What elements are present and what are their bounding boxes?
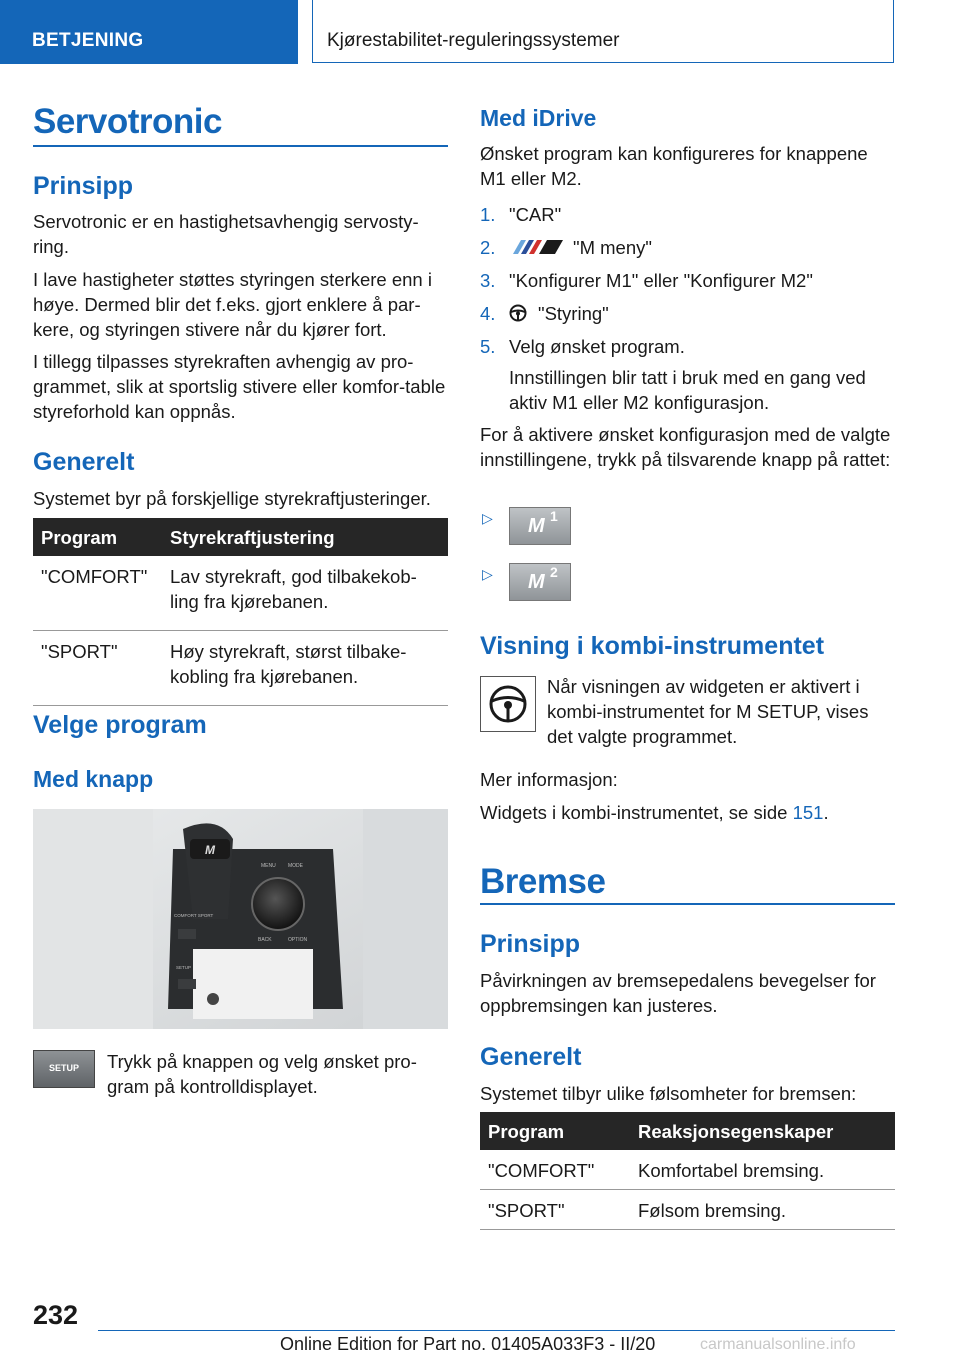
list-item — [480, 202, 562, 227]
page-title: Servotronic — [33, 102, 222, 141]
m1-sup: 1 — [550, 508, 558, 524]
bullet-icon: ▷ — [482, 566, 493, 582]
setup-button-label: SETUP — [48, 1063, 79, 1073]
widgets-text: Widgets i kombi-instrumentet, se side — [480, 802, 788, 823]
console-menu-label: MENU — [261, 863, 276, 869]
kombi-text: Når visningen av widgeten er aktivert i kombi-instrumentet for M SETUP, vises det valgte programmet. — [547, 676, 869, 747]
section-label: BETJENING — [32, 30, 144, 51]
console-mode-label: MODE — [288, 863, 303, 869]
setup-button-image — [33, 1050, 95, 1088]
footer-rule — [98, 1330, 895, 1331]
principle-heading: Prinsipp — [33, 172, 134, 200]
table-cell: Komfortabel bremsing. — [630, 1150, 895, 1190]
table-cell: "SPORT" — [480, 1190, 630, 1230]
title-rule — [33, 145, 448, 147]
brake-table — [480, 1112, 895, 1230]
m1-label: M — [528, 515, 545, 537]
bullet-icon: ▷ — [482, 510, 493, 526]
m1-button-image — [509, 507, 571, 545]
list-item — [480, 268, 813, 293]
m2-sup: 2 — [550, 564, 558, 580]
table-header-cell: Styrekraftjustering — [162, 518, 448, 556]
table-header-cell: Program — [33, 518, 162, 556]
select-program-heading: Velge program — [33, 711, 207, 739]
table-header-row — [33, 518, 448, 556]
kombi-heading: Visning i kombi-instrumentet — [480, 632, 825, 660]
page-number: 232 — [33, 1300, 79, 1330]
list-item — [480, 334, 685, 359]
step-number: 4. — [480, 303, 496, 324]
console-logo: M — [205, 843, 215, 857]
steering-table — [33, 518, 448, 706]
step-text: "CAR" — [509, 204, 562, 225]
step5-note: Innstillingen blir tatt i bruk med en gang ved aktiv M1 eller M2 konfigurasjon. — [509, 367, 866, 413]
brake-title: Bremse — [480, 862, 606, 901]
general-text: Systemet byr på forskjellige styrekraftjusteringer. — [33, 488, 431, 509]
step-number: 2. — [480, 237, 496, 258]
console-option-label: OPTION — [288, 937, 308, 943]
brake-principle-heading: Prinsipp — [480, 930, 581, 958]
table-cell: "COMFORT" — [33, 556, 162, 631]
idrive-intro: Ønsket program kan konfigureres for knappene M1 eller M2. — [480, 143, 868, 189]
brake-principle-text: Påvirkningen av bremsepedalens bevegelser for oppbremsingen kan justeres. — [480, 970, 876, 1016]
table-cell: Lav styrekraft, god tilbakekob-ling fra kjørebanen. — [162, 556, 448, 631]
edition-text: Online Edition for Part no. 01405A033F3 - II/20 — [280, 1334, 656, 1354]
widgets-line — [480, 800, 895, 825]
principle-p2: I lave hastigheter støttes styringen sterkere enn i høye. Dermed blir det f.eks. gjort enklere å par-kere, og styringen stivere når du kjører fort. — [33, 269, 432, 340]
brake-general-text: Systemet tilbyr ulike følsomheter for bremsen: — [480, 1083, 857, 1104]
idrive-heading: Med iDrive — [480, 105, 597, 131]
m2-button-image — [509, 563, 571, 601]
watermark: carmanualsonline.info — [700, 1336, 856, 1353]
m2-label: M — [528, 571, 545, 593]
m-logo-icon — [509, 240, 564, 254]
table-header-cell: Program — [480, 1112, 630, 1150]
step-text: "Styring" — [538, 303, 609, 324]
activate-text: For å aktivere ønsket konfigurasjon med de valgte innstillingene, trykk på tilsvarende knapp på rattet: — [480, 424, 891, 470]
list-item — [480, 301, 609, 326]
table-row — [33, 631, 448, 706]
steering-wheel-icon — [481, 677, 535, 731]
console-back-label: BACK — [258, 937, 272, 943]
table-header-row — [480, 1112, 895, 1150]
step-text: "M meny" — [573, 237, 652, 258]
table-cell: Høy styrekraft, størst tilbake-kobling fra kjørebanen. — [162, 631, 448, 706]
table-cell: "SPORT" — [33, 631, 162, 706]
table-cell: Følsom bremsing. — [630, 1190, 895, 1230]
chapter-tab — [312, 0, 894, 63]
step-number: 3. — [480, 270, 496, 291]
steering-wheel-icon — [509, 304, 527, 322]
step-number: 1. — [480, 204, 496, 225]
console-photo — [33, 809, 448, 1029]
table-cell: "COMFORT" — [480, 1150, 630, 1190]
brake-general-heading: Generelt — [480, 1043, 582, 1071]
step-text: "Konfigurer M1" eller "Konfigurer M2" — [509, 270, 813, 291]
console-comfort-label: COMFORT SPORT — [174, 913, 214, 918]
brake-title-rule — [480, 903, 895, 905]
chapter-label: Kjørestabilitet-reguleringssystemer — [327, 30, 620, 51]
step-number: 5. — [480, 336, 496, 357]
more-info: Mer informasjon: — [480, 769, 618, 790]
principle-p1: Servotronic er en hastighetsavhengig servosty-ring. — [33, 211, 419, 257]
step-text: Velg ønsket program. — [509, 336, 685, 357]
widgets-end: . — [823, 802, 829, 823]
table-header-cell: Reaksjonsegenskaper — [630, 1112, 895, 1150]
table-row — [33, 556, 448, 631]
list-item — [480, 235, 652, 260]
section-tab — [0, 0, 298, 64]
table-row — [480, 1190, 895, 1230]
general-heading: Generelt — [33, 448, 135, 476]
widget-icon-box — [480, 676, 536, 732]
setup-text: Trykk på knappen og velg ønsket pro-gram på kontrolldisplayet. — [107, 1051, 417, 1097]
principle-p3: I tillegg tilpasses styrekraften avhengig av pro-grammet, slik at sportslig stivere eller komfor-table styreforhold kan oppnås. — [33, 351, 446, 422]
page-link[interactable]: 151 — [792, 802, 824, 823]
table-row — [480, 1150, 895, 1190]
console-setup-label: SETUP — [176, 965, 192, 970]
with-button-subheading: Med knapp — [33, 766, 154, 792]
